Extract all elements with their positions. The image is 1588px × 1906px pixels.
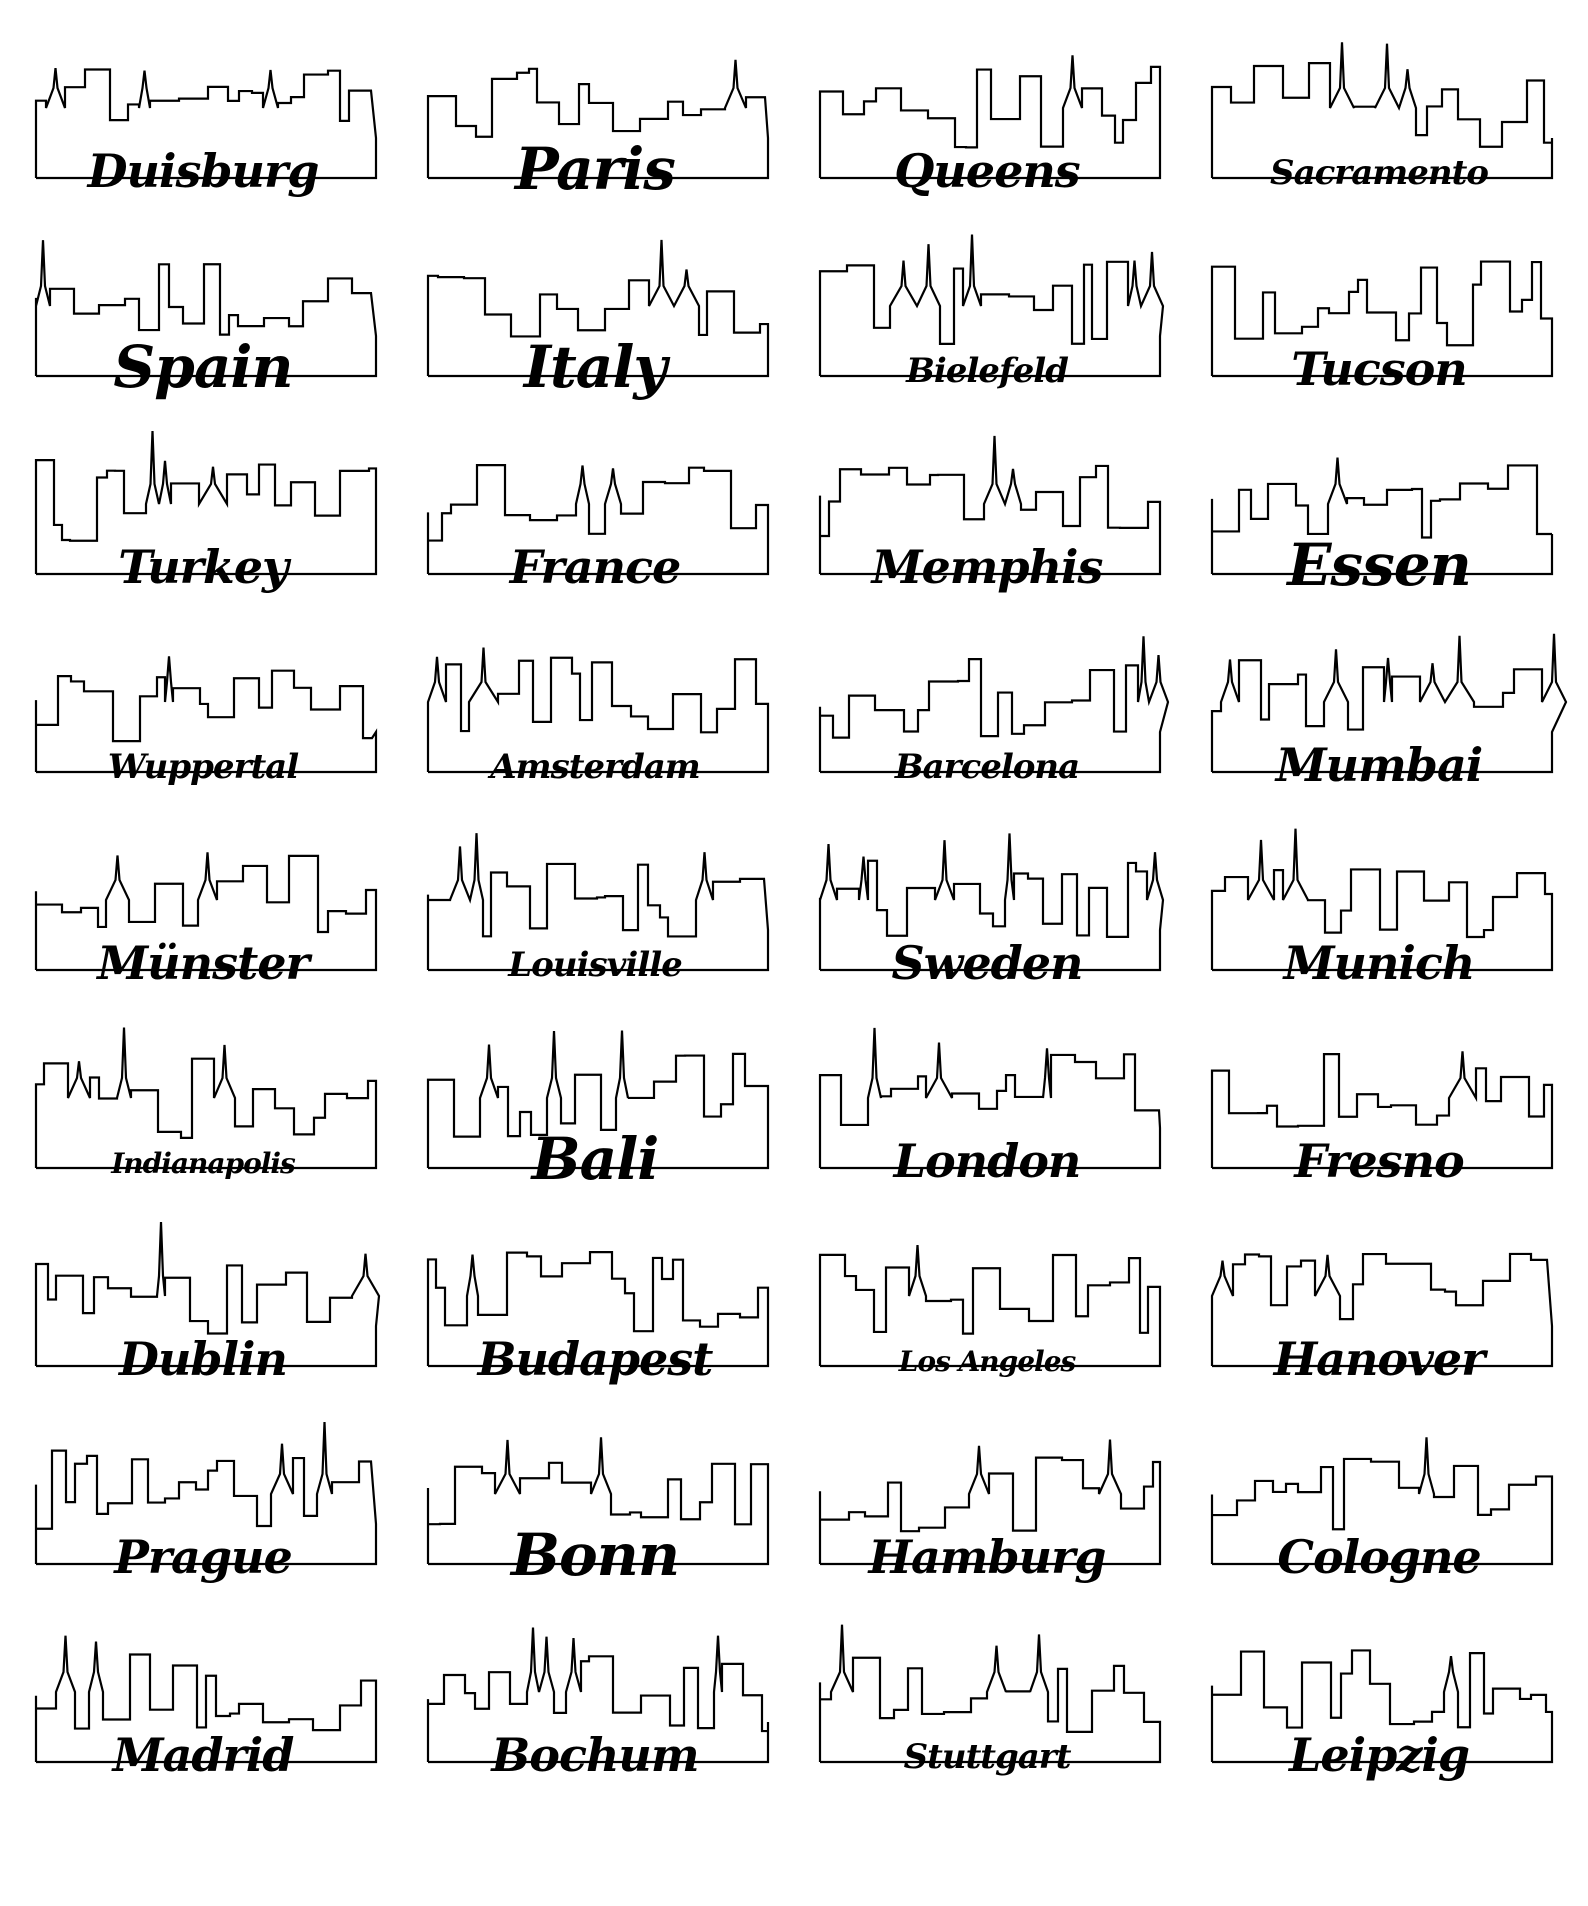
city-name-label: Duisburg: [87, 144, 319, 198]
city-name-label: Memphis: [871, 540, 1103, 594]
city-name-label: Paris: [515, 135, 675, 203]
skyline-card-budapest: [400, 1198, 790, 1396]
skyline-card-duisburg: [8, 10, 398, 208]
city-name-label: France: [509, 540, 681, 594]
city-name-label: Bali: [531, 1125, 659, 1193]
skyline-card-sweden: [792, 802, 1182, 1000]
city-name-label: Bonn: [510, 1521, 680, 1589]
city-name-label: Fresno: [1294, 1134, 1464, 1188]
city-name-label: Italy: [523, 333, 667, 401]
skyline-card-louisville: [400, 802, 790, 1000]
city-name-label: Sweden: [891, 936, 1083, 990]
skyline-card-paris: [400, 10, 790, 208]
city-name-label: London: [893, 1134, 1081, 1188]
city-name-label: Munich: [1283, 936, 1475, 990]
skyline-card-wuppertal: [8, 604, 398, 802]
city-name-label: Dublin: [119, 1332, 287, 1386]
city-name-label: Hamburg: [868, 1530, 1106, 1584]
city-name-label: Queens: [894, 144, 1080, 198]
skyline-card-los-angeles: [792, 1198, 1182, 1396]
skyline-card-france: [400, 406, 790, 604]
skyline-card-essen: [1184, 406, 1574, 604]
city-name-label: Mumbai: [1275, 738, 1483, 792]
city-name-label: Cologne: [1277, 1530, 1481, 1584]
skyline-card-dublin: [8, 1198, 398, 1396]
city-name-label: Tucson: [1291, 342, 1467, 396]
skyline-card-memphis: [792, 406, 1182, 604]
skyline-card-queens: [792, 10, 1182, 208]
skyline-card-sacramento: [1184, 10, 1574, 208]
city-name-label: Bochum: [491, 1728, 699, 1782]
skyline-card-turkey: [8, 406, 398, 604]
city-name-label: Turkey: [118, 540, 288, 594]
city-name-label: Stuttgart: [903, 1737, 1071, 1777]
city-name-label: Los Angeles: [898, 1345, 1076, 1378]
city-name-label: Wuppertal: [107, 747, 299, 787]
skyline-card-italy: [400, 208, 790, 406]
skyline-card-indianapolis: [8, 1000, 398, 1198]
city-name-label: Budapest: [477, 1332, 713, 1386]
skyline-card-amsterdam: [400, 604, 790, 802]
skyline-card-leipzig: [1184, 1594, 1574, 1792]
city-name-label: Hanover: [1273, 1332, 1485, 1386]
skyline-card-tucson: [1184, 208, 1574, 406]
skyline-card-fresno: [1184, 1000, 1574, 1198]
skyline-card-stuttgart: [792, 1594, 1182, 1792]
city-name-label: Sacramento: [1270, 153, 1488, 193]
skyline-card-barcelona: [792, 604, 1182, 802]
city-name-label: Madrid: [112, 1728, 294, 1782]
city-name-label: Louisville: [508, 945, 682, 985]
skyline-card-bochum: [400, 1594, 790, 1792]
skyline-card-munich: [1184, 802, 1574, 1000]
city-name-label: Essen: [1287, 531, 1471, 599]
skyline-card-bali: [400, 1000, 790, 1198]
skyline-card-prague: [8, 1396, 398, 1594]
skyline-card-hamburg: [792, 1396, 1182, 1594]
skyline-card-cologne: [1184, 1396, 1574, 1594]
city-name-label: Bielefeld: [906, 351, 1068, 391]
skyline-card-bielefeld: [792, 208, 1182, 406]
skyline-card-munster: [8, 802, 398, 1000]
city-name-label: Amsterdam: [490, 747, 700, 787]
city-name-label: Indianapolis: [111, 1147, 295, 1180]
skyline-card-mumbai: [1184, 604, 1574, 802]
city-name-label: Barcelona: [894, 747, 1080, 787]
city-name-label: Leipzig: [1288, 1728, 1469, 1782]
city-name-label: Spain: [113, 333, 293, 401]
skyline-card-madrid: [8, 1594, 398, 1792]
skyline-card-bonn: [400, 1396, 790, 1594]
city-name-label: Münster: [97, 936, 309, 990]
city-name-label: Prague: [114, 1530, 292, 1584]
skyline-card-hanover: [1184, 1198, 1574, 1396]
skyline-card-london: [792, 1000, 1182, 1198]
skyline-card-spain: [8, 208, 398, 406]
